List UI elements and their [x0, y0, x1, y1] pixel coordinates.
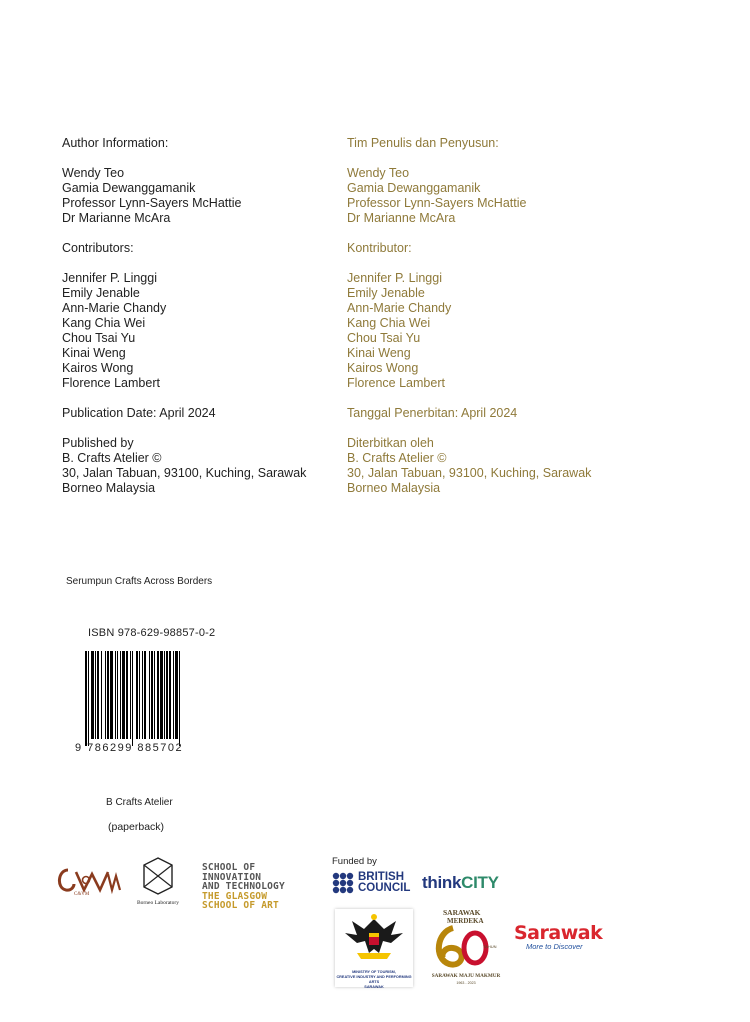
publisher-address-id: 30, Jalan Tabuan, 93100, Kuching, Sarawak: [347, 466, 592, 480]
barcode-bar: [136, 651, 138, 739]
thinkcity-think: think: [422, 873, 462, 892]
contributor-name-id: Chou Tsai Yu: [347, 331, 421, 345]
publisher-name: B. Crafts Atelier ©: [62, 451, 162, 465]
contributor-name: Chou Tsai Yu: [62, 331, 136, 345]
barcode-bar: [144, 651, 146, 739]
author-name-id: Gamia Dewanggamanik: [347, 181, 481, 195]
contributor-name-id: Emily Jenable: [347, 286, 425, 300]
sit-line: INNOVATION: [202, 871, 262, 883]
barcode-bar: [115, 651, 116, 739]
gsa-line: THE GLASGOW: [202, 890, 268, 902]
published-by: Published by: [62, 436, 134, 450]
contributor-name: Ann-Marie Chandy: [62, 301, 167, 315]
barcode-bar: [88, 651, 89, 746]
barcode-bar: [139, 651, 140, 739]
merdeka-text: SARAWAK: [443, 908, 481, 917]
author-name: Dr Marianne McAra: [62, 211, 171, 225]
book-title: Serumpun Crafts Across Borders: [66, 576, 213, 587]
published-by-id: Diterbitkan oleh: [347, 436, 434, 450]
barcode-bar: [85, 651, 87, 746]
publisher-name-id: B. Crafts Atelier ©: [347, 451, 447, 465]
format-label: (paperback): [108, 821, 165, 833]
barcode-bar: [179, 651, 180, 746]
indonesian-column: [347, 136, 591, 496]
barcode-bar: [149, 651, 150, 739]
barcode-bar: [120, 651, 121, 739]
barcode-bar: [164, 651, 165, 739]
imprint-name: B Crafts Atelier: [106, 797, 173, 808]
author-name-id: Dr Marianne McAra: [347, 211, 456, 225]
contributor-name: Kinai Weng: [62, 346, 126, 360]
gsa-line: SCHOOL OF ART: [202, 900, 279, 911]
sit-line: AND TECHNOLOGY: [202, 881, 285, 892]
author-heading: Author Information:: [62, 136, 169, 150]
contributor-name: Jennifer P. Linggi: [62, 271, 157, 285]
barcode: [84, 651, 208, 746]
merdeka-text: SARAWAK MAJU MAKMUR: [431, 973, 501, 979]
merdeka-years: 1963 - 2023: [456, 981, 476, 985]
english-column: [62, 136, 306, 496]
barcode-bar: [151, 651, 153, 739]
contributor-name-id: Kinai Weng: [347, 346, 411, 360]
barcode-bar: [122, 651, 125, 739]
british-council-dots-icon: [332, 872, 354, 894]
barcode-bar: [175, 651, 178, 739]
publication-date: Publication Date: April 2024: [62, 406, 216, 420]
author-name: Professor Lynn-Sayers McHattie: [62, 196, 242, 210]
british-council-text: COUNCIL: [358, 882, 411, 894]
author-name: Gamia Dewanggamanik: [62, 181, 196, 195]
contributor-name-id: Ann-Marie Chandy: [347, 301, 452, 315]
ministry-text: CREATIVE INDUSTRY AND PERFORMING ARTS: [336, 975, 412, 984]
barcode-bar: [160, 651, 163, 739]
glasgow-sit-logo: [202, 863, 285, 911]
contributor-name: Emily Jenable: [62, 286, 140, 300]
contributor-name-id: Kang Chia Wei: [347, 316, 431, 330]
ministry-text: MINISTRY OF TOURISM,: [352, 970, 396, 974]
barcode-bar: [110, 651, 113, 739]
merdeka-tahun: TAHUN: [483, 944, 497, 949]
contributor-name: Florence Lambert: [62, 376, 160, 390]
british-council-text: BRITISH: [358, 871, 404, 883]
barcode-bar: [173, 651, 174, 739]
barcode-bar: [154, 651, 155, 739]
sarawak-tourism-logo: [514, 922, 602, 951]
barcode-bar: [142, 651, 143, 739]
merdeka-text: MERDEKA: [447, 917, 484, 925]
ministry-text: SARAWAK: [364, 985, 384, 989]
publisher-address: 30, Jalan Tabuan, 93100, Kuching, Sarawak: [62, 466, 307, 480]
barcode-bar: [130, 651, 131, 739]
sarawak-crest-icon: [335, 909, 413, 965]
sit-line: SCHOOL OF: [202, 862, 256, 873]
cwm-logo-text: C&VM: [74, 892, 90, 897]
thinkcity-city: CITY: [461, 873, 499, 892]
contributor-name: Kang Chia Wei: [62, 316, 146, 330]
thinkcity-logo: [422, 873, 499, 893]
barcode-bar: [117, 651, 118, 739]
barcode-bar: [91, 651, 94, 739]
ministry-tourism-logo: [335, 909, 413, 987]
barcode-bar: [126, 651, 128, 739]
publication-date-id: Tanggal Penerbitan: April 2024: [347, 406, 518, 420]
isbn-label: ISBN 978-629-98857-0-2: [88, 627, 216, 639]
barcode-bar: [157, 651, 159, 739]
barcode-bar: [166, 651, 168, 739]
publisher-country-id: Borneo Malaysia: [347, 481, 441, 495]
contributor-name-id: Jennifer P. Linggi: [347, 271, 442, 285]
author-name-id: Professor Lynn-Sayers McHattie: [347, 196, 527, 210]
borneo-lab-text: Borneo Laboratory: [137, 900, 179, 906]
barcode-bar: [169, 651, 171, 739]
sarawak-merdeka-logo: [423, 906, 509, 988]
barcode-bar: [105, 651, 106, 739]
barcode-bar: [107, 651, 109, 739]
sarawak-tagline: More to Discover: [526, 942, 583, 951]
author-heading-id: Tim Penulis dan Penyusun:: [347, 136, 499, 150]
contributors-heading: Contributors:: [62, 241, 134, 255]
author-name: Wendy Teo: [62, 166, 125, 180]
contributors-heading-id: Kontributor:: [347, 241, 412, 255]
contributor-name-id: Kairos Wong: [347, 361, 419, 375]
british-council-logo: [332, 872, 410, 894]
borneo-lab-logo: [132, 855, 184, 907]
contributor-name-id: Florence Lambert: [347, 376, 445, 390]
barcode-bar: [101, 651, 102, 739]
cwm-logo: [54, 862, 124, 898]
contributor-name: Kairos Wong: [62, 361, 134, 375]
barcode-number: 9 786299 885702: [75, 742, 184, 754]
sarawak-wordmark: Sarawak: [514, 922, 603, 944]
author-name-id: Wendy Teo: [347, 166, 410, 180]
barcode-bar: [132, 651, 133, 746]
barcode-bar: [97, 651, 99, 739]
barcode-bar: [95, 651, 96, 739]
funded-by-label: Funded by: [332, 856, 377, 867]
publisher-country: Borneo Malaysia: [62, 481, 156, 495]
